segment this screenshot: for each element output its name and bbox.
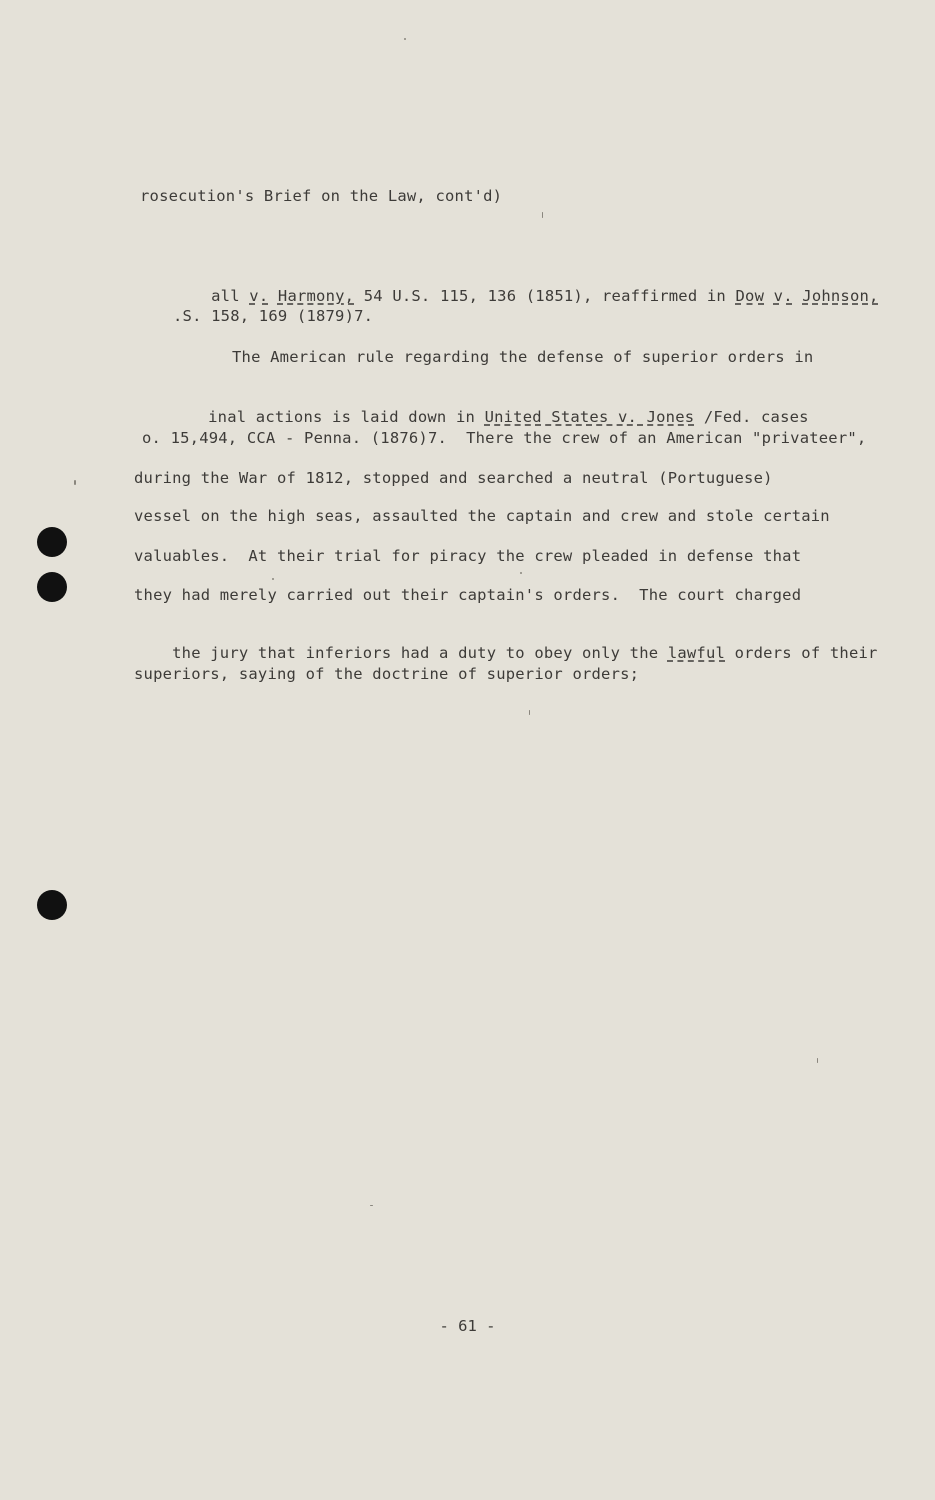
paper-speck — [542, 212, 543, 218]
paragraph-line-5: vessel on the high seas, assaulted the captain and crew and stole certain — [134, 507, 830, 525]
paper-speck — [272, 578, 274, 580]
paragraph-line-8-start: the jury that inferiors had a duty to obey only the — [172, 644, 659, 662]
citation-case2-a: Dow — [735, 287, 765, 305]
citation-case-detail: 54 U.S. 115, 136 (1851), reaffirmed in — [363, 287, 726, 305]
paragraph-line-3: o. 15,494, CCA - Penna. (1876)7. There the crew of an American "privateer", — [142, 429, 867, 447]
paper-speck — [74, 480, 76, 485]
continuation-header: rosecution's Brief on the Law, cont'd) — [140, 187, 503, 205]
punch-hole-bottom — [37, 890, 67, 920]
citation-case-v: v. — [249, 287, 269, 305]
paragraph-line-2-end: /Fed. cases — [694, 408, 809, 426]
paragraph-line-8-end: orders of their — [734, 644, 878, 662]
paper-speck — [404, 38, 406, 40]
punch-hole-middle — [37, 572, 67, 602]
paper-speck — [520, 572, 522, 574]
citation-line-2: .S. 158, 169 (1879)7. — [173, 307, 374, 325]
page-number: - 61 - — [439, 1317, 496, 1335]
paper-speck — [370, 1205, 373, 1206]
citation-case2-v: v. — [773, 287, 793, 305]
paper-speck — [817, 1058, 818, 1063]
citation-case-prefix: all — [211, 287, 240, 305]
citation-case-name: Harmony, — [277, 287, 355, 305]
paragraph-line-2-start: inal actions is laid down in — [208, 408, 476, 426]
case-name-us-v-jones: United States v. Jones — [484, 408, 695, 426]
punch-hole-top — [37, 527, 67, 557]
paragraph-line-4: during the War of 1812, stopped and searched a neutral (Portuguese) — [134, 469, 773, 487]
paragraph-line-6: valuables. At their trial for piracy the crew pleaded in defense that — [134, 547, 802, 565]
citation-case2-b: Johnson, — [802, 287, 879, 305]
paper-speck — [529, 710, 530, 715]
paragraph-line-7: they had merely carried out their captain's orders. The court charged — [134, 586, 802, 604]
paragraph-line-9: superiors, saying of the doctrine of superior orders; — [134, 665, 640, 683]
emphasis-lawful: lawful — [667, 644, 726, 662]
paragraph-line-1: The American rule regarding the defense of superior orders in — [232, 348, 814, 366]
